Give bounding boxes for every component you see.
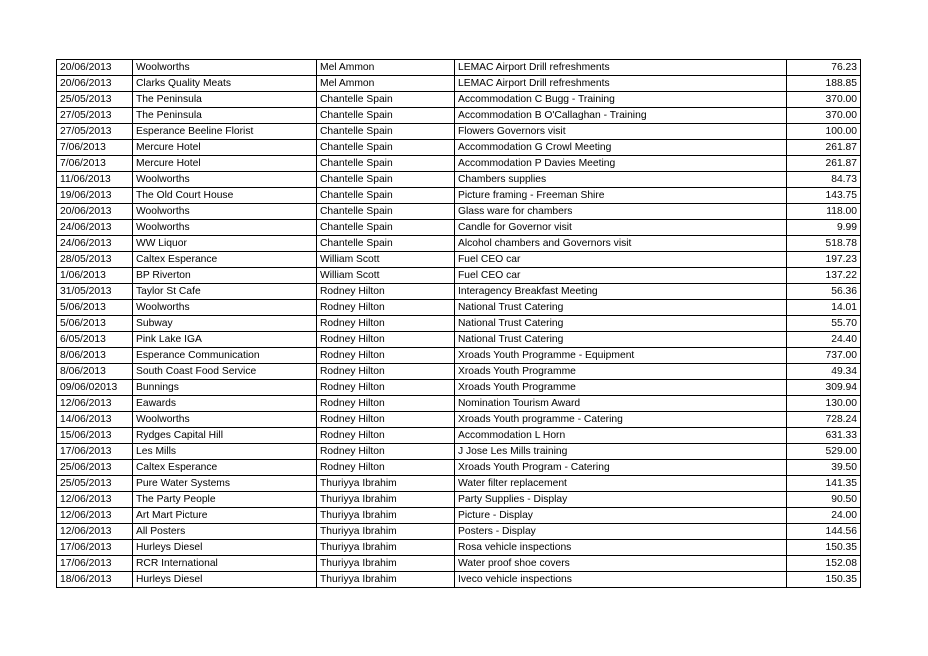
- amount-cell: 737.00: [787, 348, 861, 364]
- table-row: [57, 364, 861, 380]
- date-cell: 24/06/2013: [57, 220, 133, 236]
- description-cell: Picture - Display: [455, 508, 787, 524]
- supplier-cell: The Peninsula: [133, 92, 317, 108]
- date-cell: 19/06/2013: [57, 188, 133, 204]
- date-cell: 27/05/2013: [57, 108, 133, 124]
- transactions-table-body: [57, 60, 861, 588]
- supplier-cell: South Coast Food Service: [133, 364, 317, 380]
- cardholder-cell: Rodney Hilton: [317, 444, 455, 460]
- cardholder-cell: Chantelle Spain: [317, 92, 455, 108]
- supplier-cell: All Posters: [133, 524, 317, 540]
- description-cell: Xroads Youth Program - Catering: [455, 460, 787, 476]
- date-cell: 17/06/2013: [57, 540, 133, 556]
- amount-cell: 261.87: [787, 140, 861, 156]
- description-cell: Glass ware for chambers: [455, 204, 787, 220]
- supplier-cell: Rydges Capital Hill: [133, 428, 317, 444]
- supplier-cell: Woolworths: [133, 220, 317, 236]
- description-cell: Flowers Governors visit: [455, 124, 787, 140]
- supplier-cell: Woolworths: [133, 412, 317, 428]
- cardholder-cell: Rodney Hilton: [317, 300, 455, 316]
- table-row: [57, 156, 861, 172]
- table-row: [57, 540, 861, 556]
- cardholder-cell: Chantelle Spain: [317, 220, 455, 236]
- date-cell: 20/06/2013: [57, 204, 133, 220]
- supplier-cell: The Old Court House: [133, 188, 317, 204]
- cardholder-cell: William Scott: [317, 268, 455, 284]
- table-row: [57, 284, 861, 300]
- cardholder-cell: Chantelle Spain: [317, 108, 455, 124]
- table-row: [57, 268, 861, 284]
- description-cell: Alcohol chambers and Governors visit: [455, 236, 787, 252]
- table-row: [57, 204, 861, 220]
- date-cell: 17/06/2013: [57, 556, 133, 572]
- cardholder-cell: Rodney Hilton: [317, 380, 455, 396]
- cardholder-cell: Rodney Hilton: [317, 316, 455, 332]
- table-row: [57, 252, 861, 268]
- supplier-cell: Caltex Esperance: [133, 460, 317, 476]
- cardholder-cell: Chantelle Spain: [317, 124, 455, 140]
- amount-cell: 152.08: [787, 556, 861, 572]
- amount-cell: 130.00: [787, 396, 861, 412]
- table-row: [57, 508, 861, 524]
- cardholder-cell: Rodney Hilton: [317, 364, 455, 380]
- table-row: [57, 300, 861, 316]
- supplier-cell: Woolworths: [133, 60, 317, 76]
- amount-cell: 261.87: [787, 156, 861, 172]
- table-row: [57, 348, 861, 364]
- table-row: [57, 124, 861, 140]
- table-row: [57, 444, 861, 460]
- cardholder-cell: Thuriyya Ibrahim: [317, 540, 455, 556]
- cardholder-cell: Thuriyya Ibrahim: [317, 572, 455, 588]
- table-row: [57, 492, 861, 508]
- description-cell: National Trust Catering: [455, 316, 787, 332]
- description-cell: Fuel CEO car: [455, 268, 787, 284]
- cardholder-cell: Chantelle Spain: [317, 156, 455, 172]
- description-cell: Interagency Breakfast Meeting: [455, 284, 787, 300]
- supplier-cell: Esperance Beeline Florist: [133, 124, 317, 140]
- date-cell: 15/06/2013: [57, 428, 133, 444]
- description-cell: National Trust Catering: [455, 300, 787, 316]
- cardholder-cell: Rodney Hilton: [317, 428, 455, 444]
- table-row: [57, 108, 861, 124]
- date-cell: 6/05/2013: [57, 332, 133, 348]
- supplier-cell: Hurleys Diesel: [133, 572, 317, 588]
- amount-cell: 197.23: [787, 252, 861, 268]
- amount-cell: 370.00: [787, 92, 861, 108]
- cardholder-cell: Mel Ammon: [317, 76, 455, 92]
- date-cell: 28/05/2013: [57, 252, 133, 268]
- date-cell: 12/06/2013: [57, 524, 133, 540]
- table-row: [57, 236, 861, 252]
- date-cell: 11/06/2013: [57, 172, 133, 188]
- cardholder-cell: Rodney Hilton: [317, 460, 455, 476]
- description-cell: Chambers supplies: [455, 172, 787, 188]
- cardholder-cell: Thuriyya Ibrahim: [317, 492, 455, 508]
- table-row: [57, 460, 861, 476]
- table-row: [57, 172, 861, 188]
- table-row: [57, 316, 861, 332]
- amount-cell: 137.22: [787, 268, 861, 284]
- amount-cell: 150.35: [787, 572, 861, 588]
- supplier-cell: Hurleys Diesel: [133, 540, 317, 556]
- table-row: [57, 556, 861, 572]
- supplier-cell: Taylor St Cafe: [133, 284, 317, 300]
- supplier-cell: Pure Water Systems: [133, 476, 317, 492]
- date-cell: 12/06/2013: [57, 492, 133, 508]
- amount-cell: 141.35: [787, 476, 861, 492]
- amount-cell: 14.01: [787, 300, 861, 316]
- date-cell: 5/06/2013: [57, 316, 133, 332]
- supplier-cell: Mercure Hotel: [133, 156, 317, 172]
- date-cell: 09/06/02013: [57, 380, 133, 396]
- cardholder-cell: Mel Ammon: [317, 60, 455, 76]
- description-cell: Posters - Display: [455, 524, 787, 540]
- description-cell: Water filter replacement: [455, 476, 787, 492]
- amount-cell: 76.23: [787, 60, 861, 76]
- supplier-cell: BP Riverton: [133, 268, 317, 284]
- supplier-cell: RCR International: [133, 556, 317, 572]
- amount-cell: 529.00: [787, 444, 861, 460]
- cardholder-cell: Thuriyya Ibrahim: [317, 476, 455, 492]
- supplier-cell: Les Mills: [133, 444, 317, 460]
- description-cell: Nomination Tourism Award: [455, 396, 787, 412]
- amount-cell: 100.00: [787, 124, 861, 140]
- amount-cell: 24.00: [787, 508, 861, 524]
- amount-cell: 631.33: [787, 428, 861, 444]
- description-cell: Accommodation G Crowl Meeting: [455, 140, 787, 156]
- cardholder-cell: Chantelle Spain: [317, 172, 455, 188]
- description-cell: National Trust Catering: [455, 332, 787, 348]
- description-cell: LEMAC Airport Drill refreshments: [455, 76, 787, 92]
- amount-cell: 370.00: [787, 108, 861, 124]
- table-row: [57, 140, 861, 156]
- table-row: [57, 572, 861, 588]
- date-cell: 8/06/2013: [57, 348, 133, 364]
- date-cell: 8/06/2013: [57, 364, 133, 380]
- description-cell: Candle for Governor visit: [455, 220, 787, 236]
- amount-cell: 39.50: [787, 460, 861, 476]
- cardholder-cell: Chantelle Spain: [317, 236, 455, 252]
- date-cell: 12/06/2013: [57, 396, 133, 412]
- description-cell: Xroads Youth programme - Catering: [455, 412, 787, 428]
- date-cell: 25/05/2013: [57, 476, 133, 492]
- date-cell: 24/06/2013: [57, 236, 133, 252]
- supplier-cell: Bunnings: [133, 380, 317, 396]
- supplier-cell: Woolworths: [133, 204, 317, 220]
- date-cell: 27/05/2013: [57, 124, 133, 140]
- cardholder-cell: Chantelle Spain: [317, 204, 455, 220]
- description-cell: Accommodation P Davies Meeting: [455, 156, 787, 172]
- amount-cell: 24.40: [787, 332, 861, 348]
- supplier-cell: Pink Lake IGA: [133, 332, 317, 348]
- supplier-cell: The Party People: [133, 492, 317, 508]
- date-cell: 14/06/2013: [57, 412, 133, 428]
- amount-cell: 150.35: [787, 540, 861, 556]
- amount-cell: 188.85: [787, 76, 861, 92]
- description-cell: Accommodation L Horn: [455, 428, 787, 444]
- supplier-cell: Caltex Esperance: [133, 252, 317, 268]
- date-cell: 12/06/2013: [57, 508, 133, 524]
- cardholder-cell: Rodney Hilton: [317, 412, 455, 428]
- table-row: [57, 332, 861, 348]
- cardholder-cell: Thuriyya Ibrahim: [317, 556, 455, 572]
- supplier-cell: The Peninsula: [133, 108, 317, 124]
- transactions-table: [56, 59, 861, 588]
- table-row: [57, 92, 861, 108]
- description-cell: Accommodation B O'Callaghan - Training: [455, 108, 787, 124]
- cardholder-cell: Thuriyya Ibrahim: [317, 508, 455, 524]
- date-cell: 18/06/2013: [57, 572, 133, 588]
- table-row: [57, 524, 861, 540]
- description-cell: Water proof shoe covers: [455, 556, 787, 572]
- date-cell: 31/05/2013: [57, 284, 133, 300]
- cardholder-cell: Rodney Hilton: [317, 396, 455, 412]
- table-row: [57, 76, 861, 92]
- supplier-cell: Clarks Quality Meats: [133, 76, 317, 92]
- supplier-cell: Art Mart Picture: [133, 508, 317, 524]
- table-row: [57, 60, 861, 76]
- description-cell: J Jose Les Mills training: [455, 444, 787, 460]
- amount-cell: 309.94: [787, 380, 861, 396]
- amount-cell: 144.56: [787, 524, 861, 540]
- supplier-cell: Mercure Hotel: [133, 140, 317, 156]
- cardholder-cell: William Scott: [317, 252, 455, 268]
- date-cell: 20/06/2013: [57, 60, 133, 76]
- table-row: [57, 428, 861, 444]
- cardholder-cell: Thuriyya Ibrahim: [317, 524, 455, 540]
- cardholder-cell: Rodney Hilton: [317, 332, 455, 348]
- cardholder-cell: Rodney Hilton: [317, 284, 455, 300]
- supplier-cell: Woolworths: [133, 172, 317, 188]
- description-cell: Accommodation C Bugg - Training: [455, 92, 787, 108]
- description-cell: Iveco vehicle inspections: [455, 572, 787, 588]
- date-cell: 5/06/2013: [57, 300, 133, 316]
- supplier-cell: Eawards: [133, 396, 317, 412]
- date-cell: 17/06/2013: [57, 444, 133, 460]
- date-cell: 25/05/2013: [57, 92, 133, 108]
- description-cell: Xroads Youth Programme: [455, 364, 787, 380]
- description-cell: Fuel CEO car: [455, 252, 787, 268]
- description-cell: Rosa vehicle inspections: [455, 540, 787, 556]
- table-row: [57, 188, 861, 204]
- table-row: [57, 476, 861, 492]
- supplier-cell: WW Liquor: [133, 236, 317, 252]
- amount-cell: 118.00: [787, 204, 861, 220]
- date-cell: 7/06/2013: [57, 140, 133, 156]
- amount-cell: 49.34: [787, 364, 861, 380]
- date-cell: 7/06/2013: [57, 156, 133, 172]
- amount-cell: 518.78: [787, 236, 861, 252]
- date-cell: 20/06/2013: [57, 76, 133, 92]
- amount-cell: 728.24: [787, 412, 861, 428]
- cardholder-cell: Chantelle Spain: [317, 188, 455, 204]
- supplier-cell: Esperance Communication: [133, 348, 317, 364]
- description-cell: Picture framing - Freeman Shire: [455, 188, 787, 204]
- amount-cell: 84.73: [787, 172, 861, 188]
- amount-cell: 90.50: [787, 492, 861, 508]
- description-cell: Xroads Youth Programme - Equipment: [455, 348, 787, 364]
- table-row: [57, 220, 861, 236]
- table-row: [57, 412, 861, 428]
- amount-cell: 55.70: [787, 316, 861, 332]
- table-row: [57, 396, 861, 412]
- amount-cell: 56.36: [787, 284, 861, 300]
- date-cell: 1/06/2013: [57, 268, 133, 284]
- description-cell: Party Supplies - Display: [455, 492, 787, 508]
- cardholder-cell: Chantelle Spain: [317, 140, 455, 156]
- date-cell: 25/06/2013: [57, 460, 133, 476]
- cardholder-cell: Rodney Hilton: [317, 348, 455, 364]
- amount-cell: 9.99: [787, 220, 861, 236]
- supplier-cell: Subway: [133, 316, 317, 332]
- description-cell: LEMAC Airport Drill refreshments: [455, 60, 787, 76]
- amount-cell: 143.75: [787, 188, 861, 204]
- table-row: [57, 380, 861, 396]
- supplier-cell: Woolworths: [133, 300, 317, 316]
- description-cell: Xroads Youth Programme: [455, 380, 787, 396]
